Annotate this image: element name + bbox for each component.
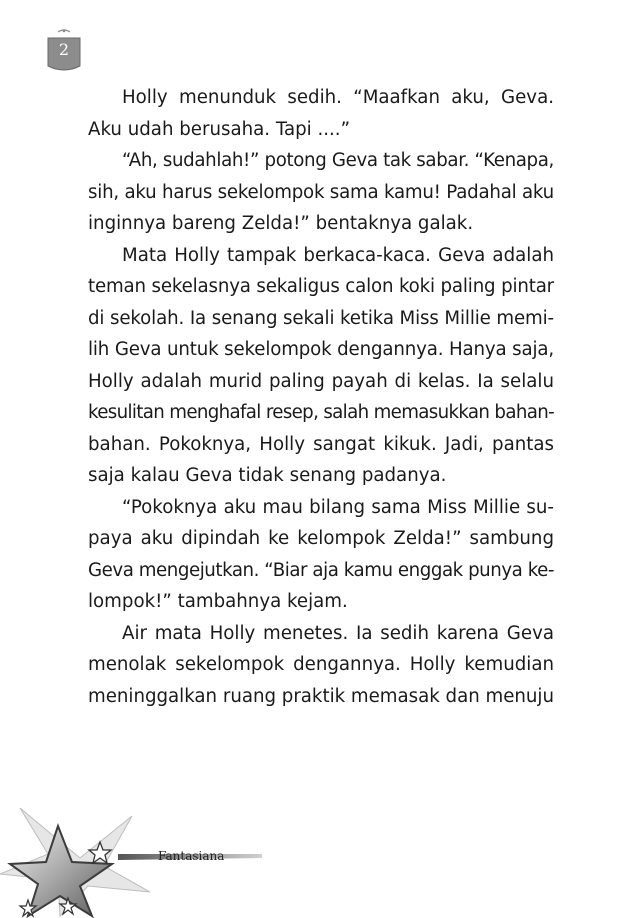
text-line: menolak sekelompok dengannya. Holly kemudian	[88, 654, 554, 675]
paragraph	[88, 240, 554, 492]
text-line: saja kalau Geva tidak senang padanya.	[88, 465, 447, 486]
text-line: “Pokoknya aku mau bilang sama Miss Millie su-	[122, 496, 554, 518]
text-line: teman sekelasnya sekaligus calon koki paling pintar	[88, 276, 554, 297]
text-line: di sekolah. Ia senang sekali ketika Miss Millie memi-	[88, 307, 554, 329]
story-text	[88, 82, 554, 712]
text-line: inginnya bareng Zelda!” bentaknya galak.	[88, 213, 474, 234]
text-line: Aku udah berusaha. Tapi ....”	[88, 118, 351, 140]
page-number-badge	[44, 28, 84, 74]
text-line: Holly adalah murid paling payah di kelas. Ia selalu	[88, 370, 554, 392]
text-line: Holly menunduk sedih. “Maafkan aku, Geva.	[122, 87, 554, 108]
text-line: Geva mengejutkan. “Biar aja kamu enggak punya ke-	[88, 559, 554, 581]
footer-star-decoration	[0, 788, 639, 918]
paragraph	[88, 618, 554, 713]
paragraph	[88, 82, 554, 145]
paragraph	[88, 145, 554, 240]
text-line: lompok!” tambahnya kejam.	[88, 591, 348, 612]
text-line: lih Geva untuk sekelompok dengannya. Hanya saja,	[88, 339, 554, 360]
page-number: 2	[58, 40, 70, 59]
text-line: sih, aku harus sekelompok sama kamu! Padahal aku	[88, 181, 554, 203]
paragraph	[88, 492, 554, 618]
text-line: bahan. Pokoknya, Holly sangat kikuk. Jadi, pantas	[88, 433, 554, 455]
footer-book-title: Fantasiana	[158, 849, 225, 863]
text-line: Mata Holly tampak berkaca-kaca. Geva adalah	[122, 244, 554, 266]
text-line: paya aku dipindah ke kelompok Zelda!” sambung	[88, 528, 554, 549]
text-line: kesulitan menghafal resep, salah memasukkan bahan-	[88, 402, 554, 423]
text-line: “Ah, sudahlah!” potong Geva tak sabar. “Kenapa,	[122, 150, 554, 171]
text-line: meninggalkan ruang praktik memasak dan menuju	[88, 685, 554, 707]
text-line: Air mata Holly menetes. Ia sedih karena Geva	[122, 622, 554, 644]
